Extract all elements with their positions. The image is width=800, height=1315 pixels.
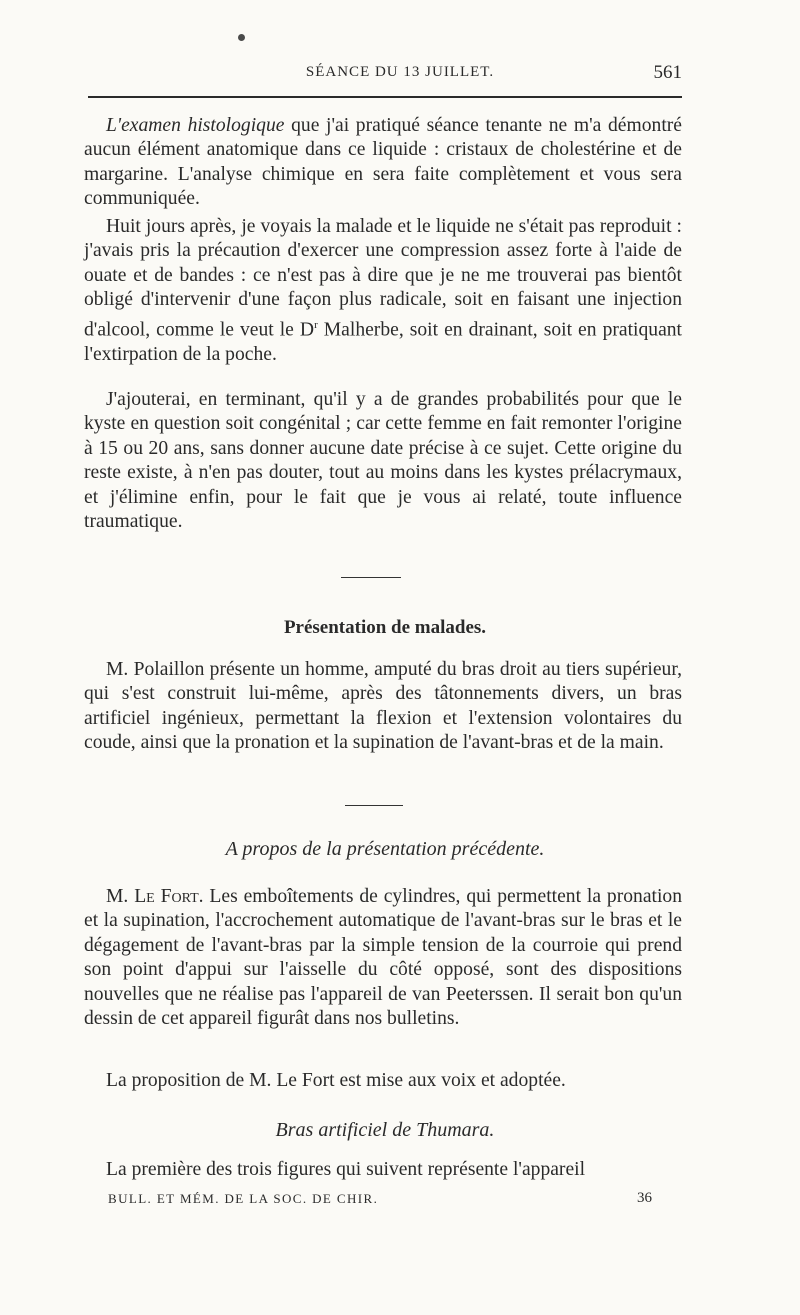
paragraph-follow-up — [84, 215, 682, 367]
paragraph-text: Malherbe, soit en drainant, soit en pratiquant l'extirpation de la poche. — [84, 319, 682, 365]
running-header-title: SÉANCE DU 13 JUILLET. — [305, 64, 495, 80]
section-heading-thumara: Bras artificiel de Thumara. — [275, 1119, 495, 1141]
paragraph-text: La proposition de M. Le Fort est mise aux voix et adoptée. — [106, 1070, 566, 1091]
paragraph-conclusion — [84, 388, 682, 534]
paragraph-le-fort — [84, 885, 682, 1031]
paragraph-histology — [84, 114, 682, 212]
speaker-prefix: M. — [106, 886, 135, 907]
section-divider — [345, 805, 403, 806]
paragraph-text: que j'ai pratiqué séance tenante ne m'a démontré aucun élément anatomique dans ce liquide : cristaux de cholestérine et de margarine. L'analyse chimique en sera faite complètement et vous sera communiquée. — [84, 115, 682, 210]
header-rule — [88, 96, 682, 98]
page-number: 561 — [653, 62, 682, 83]
speaker-name: Le Fort — [134, 886, 199, 907]
section-divider — [341, 577, 401, 578]
footer-journal: BULL. ET MÉM. DE LA SOC. DE CHIR. — [108, 1191, 379, 1206]
ink-dot — [238, 34, 245, 41]
paragraph-text: Huit jours après, je voyais la malade et le liquide ne s'était pas reproduit : j'avais pris la précaution d'exercer une compression assez forte à l'aide de ouate et de bandes : ce n'est pas à dire que je ne me trouverai pas bientôt obligé d'intervenir d'une façon plus radicale, soit en faisant une injection d'alcool, comme le veut le D — [84, 216, 682, 341]
italic-lead: L'examen histologique — [106, 115, 285, 136]
superscript: r — [314, 318, 318, 331]
paragraph-text: M. Polaillon présente un homme, amputé du bras droit au tiers supérieur, qui s'est construit lui-même, après des tâtonnements divers, un bras artificiel ingénieux, permettant la flexion et l'extension volontaires du coude, ainsi que la pronation et la supination de l'avant-bras et de la main. — [84, 659, 682, 754]
paragraph-text: . Les emboîtements de cylindres, qui permettent la pronation et la supination, l'accrochement automatique de l'avant-bras sur le bras et le dégagement de l'avant-bras par la simple tension de la courroie qui prend son point d'appui sur l'aisselle du côté opposé, sont des dispositions nouvelles que ne réalise pas l'appareil de van Peeterssen. Il serait bon qu'un dessin de cet appareil figurât dans nos bulletins. — [84, 886, 682, 1030]
paragraph-figures — [84, 1158, 682, 1182]
paragraph-text: La première des trois figures qui suivent représente l'appareil — [106, 1159, 586, 1180]
footer-signature-number: 36 — [637, 1190, 652, 1206]
paragraph-polaillon — [84, 658, 682, 756]
paragraph-vote — [84, 1069, 682, 1093]
section-heading-presentation: Présentation de malades. — [283, 617, 487, 638]
section-heading-apropos: A propos de la présentation précédente. — [225, 838, 545, 860]
paragraph-text: J'ajouterai, en terminant, qu'il y a de grandes probabilités pour que le kyste en question soit congénital ; car cette femme en fait remonter l'origine à 15 ou 20 ans, sans donner aucune date précise à ce sujet. Cette origine du reste existe, à n'en pas douter, tout au moins dans les kystes prélacrymaux, et j'élimine enfin, pour le fait que je vous ai relaté, toute influence traumatique. — [84, 389, 682, 533]
